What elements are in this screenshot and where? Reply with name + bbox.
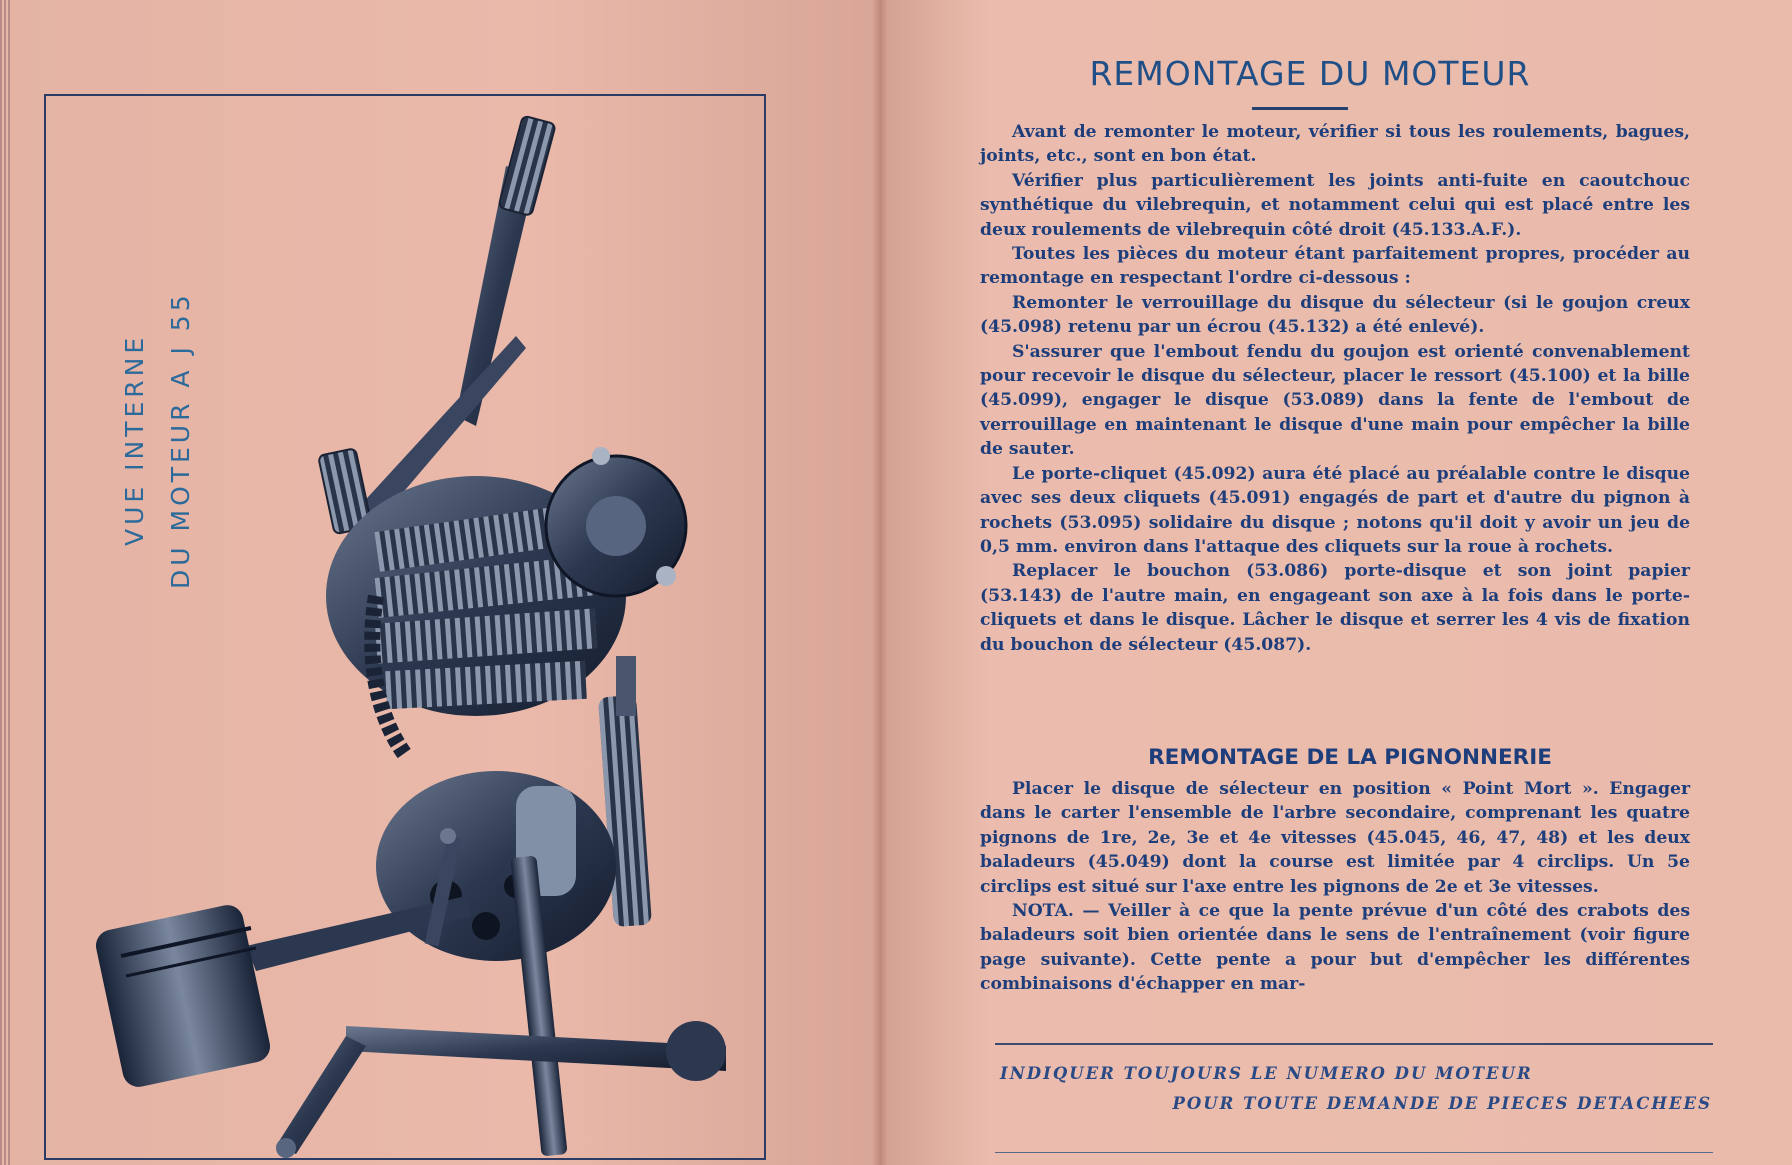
body-section-1 (980, 120, 1690, 657)
caption-line-1: VUE INTERNE (120, 333, 149, 547)
footer-divider (995, 1043, 1713, 1045)
section-heading: REMONTAGE DE LA PIGNONNERIE (1148, 745, 1552, 770)
footer-line-2: POUR TOUTE DEMANDE DE PIECES DETACHEES (1172, 1094, 1712, 1113)
caption-line-2: DU MOTEUR A J 55 (166, 291, 195, 589)
paragraph: S'assurer que l'embout fendu du goujon est orienté convenablement pour recevoir le disque du sélecteur, placer le ressort (45.100) et la bille (45.099), engager le disque (53.089) dans la fente de l'embout de verrouillage en maintenant le disque d'une main pour empêcher la bille de sauter. (980, 341, 1690, 460)
page-bottom-rule (995, 1152, 1713, 1153)
paragraph: Remonter le verrouillage du disque du sélecteur (si le goujon creux (45.098) retenu par un écrou (45.132) a été enlevé). (980, 292, 1690, 338)
footer-line-1: INDIQUER TOUJOURS LE NUMERO DU MOTEUR (1000, 1064, 1533, 1083)
book-gutter (872, 0, 888, 1165)
paragraph: NOTA. — Veiller à ce que la pente prévue d'un côté des crabots des baladeurs soit bien orientée dans le sens de l'entraînement (voir figure page suivante). Cette pente a pour but d'empêcher les différentes combinaisons d'échapper en mar- (980, 901, 1690, 995)
paragraph: Toutes les pièces du moteur étant parfaitement propres, procéder au remontage en respectant l'ordre ci-dessous : (980, 244, 1690, 289)
paragraph: Avant de remonter le moteur, vérifier si tous les roulements, bagues, joints, etc., sont en bon état. (980, 122, 1690, 167)
paragraph: Le porte-cliquet (45.092) aura été placé au préalable contre le disque avec ses deux cliquets (45.091) engagés de part et d'autre du pignon à rochets (53.095) solidaire du disque ; notons qu'il doit y avoir un jeu de 0,5 mm. environ dans l'attaque des cliquets sur la roue à rochets. (980, 463, 1690, 557)
page-edge (0, 0, 10, 1165)
body-section-2 (980, 777, 1690, 997)
title-underline (1252, 107, 1348, 110)
paragraph: Placer le disque de sélecteur en position « Point Mort ». Engager dans le carter l'ensemble de l'arbre secondaire, comprenant les quatre pignons de 1re, 2e, 3e et 4e vitesses (45.045, 46, 47, 48) et les deux baladeurs (45.049) dont la course est limitée par 4 circlips. Un 5e circlips est situé sur l'axe entre les pignons de 2e et 3e vitesses. (980, 779, 1690, 897)
page-title: REMONTAGE DU MOTEUR (1089, 54, 1531, 93)
paragraph: Vérifier plus particulièrement les joints anti-fuite en caoutchouc synthétique du vilebrequin, et notamment celui qui est placé entre les deux roulements de vilebrequin côté droit (45.133.A.F.). (980, 170, 1690, 240)
paragraph: Replacer le bouchon (53.086) porte-disque et son joint papier (53.143) de l'autre main, en engageant son axe à la fois dans le porte-cliquets et dans le disque. Lâcher le disque et serrer les 4 vis de fixation du bouchon de sélecteur (45.087). (980, 561, 1690, 655)
engine-photo (46, 96, 764, 1158)
